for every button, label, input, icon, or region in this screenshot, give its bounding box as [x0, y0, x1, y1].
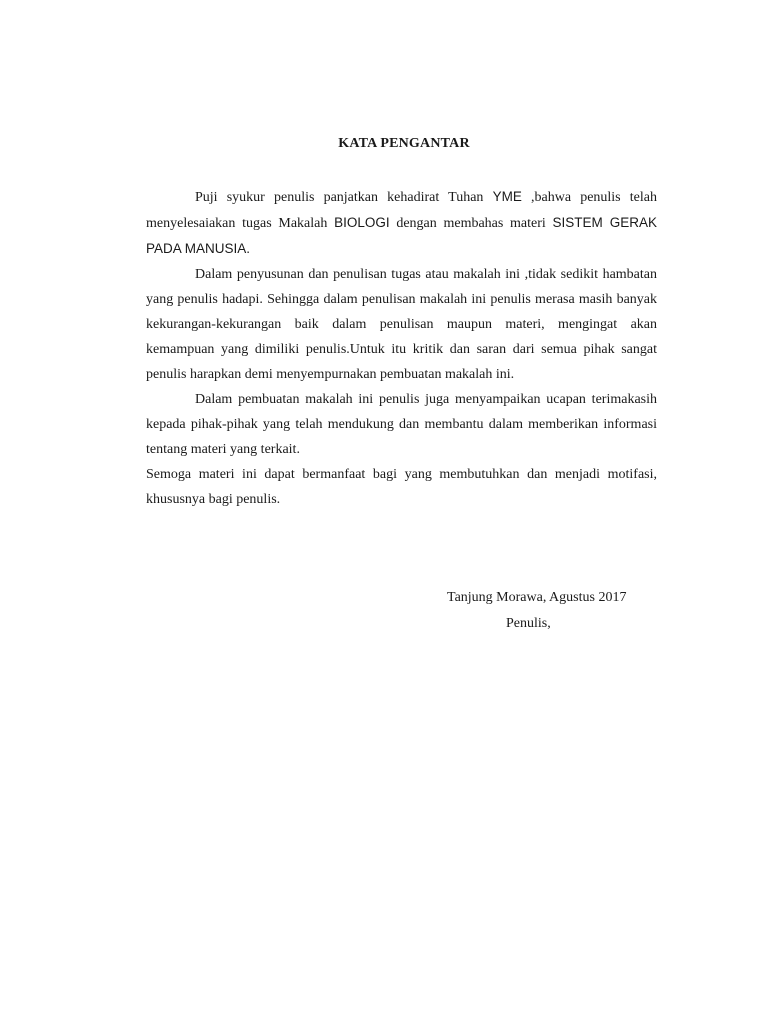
- paragraph-text: YME: [492, 189, 522, 204]
- paragraph-closing: Semoga materi ini dapat bermanfaat bagi yang membutuhkan dan menjadi motifasi, khususnya bagi penulis.: [146, 467, 657, 507]
- paragraph-difficulties: Dalam penyusunan dan penulisan tugas atau makalah ini ,tidak sedikit hambatan yang penulis hadapi. Sehingga dalam penulisan makalah ini penulis merasa masih banyak kekurangan-kekurangan baik dalam penulisan maupun materi, mengingat akan kemampuan yang dimiliki penulis.Untuk itu kritik dan saran dari semua pihak sangat penulis harapkan demi menyempurnakan pembuatan makalah ini.: [146, 267, 657, 382]
- signature-author: Penulis,: [506, 616, 551, 631]
- paragraph-opening: [146, 184, 657, 262]
- paragraph-text: dengan membahas materi: [389, 216, 553, 231]
- document-title: KATA PENGANTAR: [338, 136, 470, 151]
- paragraph-text: Puji syukur penulis panjatkan kehadirat Tuhan: [195, 190, 493, 205]
- signature-place-date: Tanjung Morawa, Agustus 2017: [447, 590, 627, 605]
- paragraph-thanks: Dalam pembuatan makalah ini penulis juga menyampaikan ucapan terimakasih kepada pihak-pihak yang telah mendukung dan membantu dalam memberikan informasi tentang materi yang terkait.: [146, 392, 657, 457]
- paragraph-text: BIOLOGI: [334, 215, 390, 230]
- paragraph-text: ,bahwa penulis telah menyelesaiakan tugas Makalah: [146, 190, 657, 231]
- document-body: [146, 184, 657, 512]
- paragraph-text: SISTEM GERAK PADA MANUSIA.: [146, 215, 657, 256]
